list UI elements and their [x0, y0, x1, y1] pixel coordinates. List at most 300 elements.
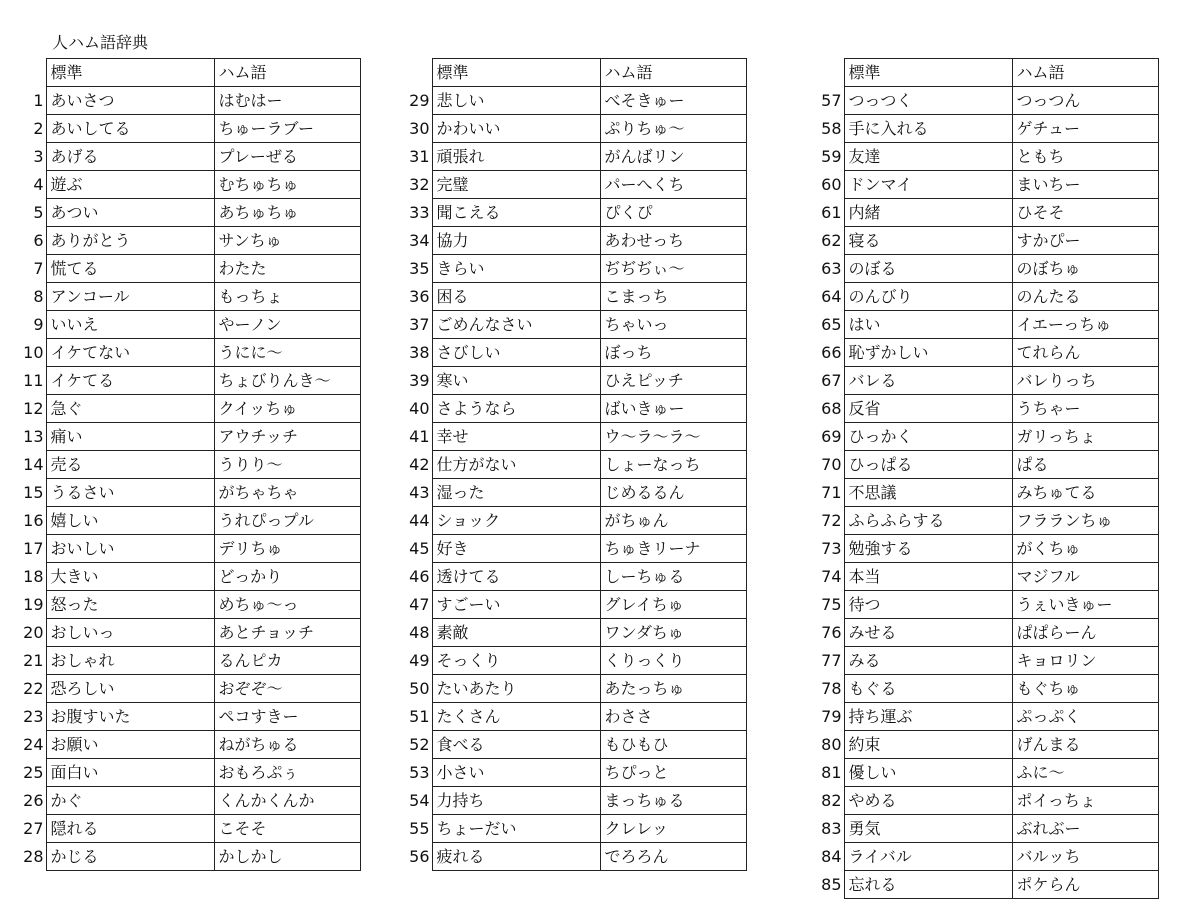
- table-row: [804, 367, 1158, 395]
- table-row: [404, 311, 746, 339]
- standard-word: 寝る: [844, 227, 1012, 255]
- dictionary-table-1: [18, 58, 361, 871]
- table-row: [18, 591, 360, 619]
- ham-word: プレーぜる: [214, 143, 360, 171]
- standard-word: あいさつ: [46, 87, 214, 115]
- standard-word: すごーい: [432, 591, 600, 619]
- row-number: 28: [23, 847, 44, 866]
- table-row: [804, 227, 1158, 255]
- ham-word: ぷっぷく: [1012, 703, 1158, 731]
- header-ham: ハム語: [1012, 59, 1158, 87]
- standard-word: ごめんなさい: [432, 311, 600, 339]
- standard-word: あいしてる: [46, 115, 214, 143]
- standard-word: 恐ろしい: [46, 675, 214, 703]
- row-number: 21: [23, 651, 44, 670]
- ham-word: がくちゅ: [1012, 535, 1158, 563]
- table-row: [804, 143, 1158, 171]
- table-row: [404, 143, 746, 171]
- ham-word: げんまる: [1012, 731, 1158, 759]
- standard-word: つっつく: [844, 87, 1012, 115]
- row-number: 41: [409, 427, 430, 446]
- standard-word: さようなら: [432, 395, 600, 423]
- ham-word: すかぴー: [1012, 227, 1158, 255]
- header-ham: ハム語: [600, 59, 746, 87]
- row-number: 71: [821, 483, 842, 502]
- table-row: [804, 619, 1158, 647]
- row-number: 33: [409, 203, 430, 222]
- row-number: 6: [33, 231, 44, 250]
- table-row: [18, 143, 360, 171]
- table-row: [18, 619, 360, 647]
- ham-word: ちぴっと: [600, 759, 746, 787]
- standard-word: ライバル: [844, 843, 1012, 871]
- row-number: 24: [23, 735, 44, 754]
- row-number: 81: [821, 763, 842, 782]
- row-number: 9: [33, 315, 44, 334]
- row-number: 83: [821, 819, 842, 838]
- table-row: [404, 703, 746, 731]
- ham-word: ちゅーラブー: [214, 115, 360, 143]
- row-number: 82: [821, 791, 842, 810]
- standard-word: 痛い: [46, 423, 214, 451]
- ham-word: くんかくんか: [214, 787, 360, 815]
- standard-word: かぐ: [46, 787, 214, 815]
- row-number: 45: [409, 539, 430, 558]
- standard-word: アンコール: [46, 283, 214, 311]
- standard-word: あつい: [46, 199, 214, 227]
- row-number: 79: [821, 707, 842, 726]
- ham-word: ゲチュー: [1012, 115, 1158, 143]
- standard-word: 不思議: [844, 479, 1012, 507]
- table-row: [404, 395, 746, 423]
- standard-word: いいえ: [46, 311, 214, 339]
- row-number: 30: [409, 119, 430, 138]
- table-row: [18, 787, 360, 815]
- standard-word: 待つ: [844, 591, 1012, 619]
- ham-word: うちゃー: [1012, 395, 1158, 423]
- standard-word: ひっぱる: [844, 451, 1012, 479]
- table-row: [18, 115, 360, 143]
- table-row: [404, 199, 746, 227]
- row-number: 37: [409, 315, 430, 334]
- row-number: 40: [409, 399, 430, 418]
- standard-word: 優しい: [844, 759, 1012, 787]
- ham-word: ぷりちゅ〜: [600, 115, 746, 143]
- ham-word: ちょびりんき〜: [214, 367, 360, 395]
- table-row: [804, 675, 1158, 703]
- ham-word: めちゅ〜っ: [214, 591, 360, 619]
- ham-word: わたた: [214, 255, 360, 283]
- ham-word: ともち: [1012, 143, 1158, 171]
- row-number: 85: [821, 875, 842, 894]
- table-row: [18, 731, 360, 759]
- standard-word: イケてない: [46, 339, 214, 367]
- row-number: 54: [409, 791, 430, 810]
- row-number: 19: [23, 595, 44, 614]
- table-row: [18, 367, 360, 395]
- standard-word: お願い: [46, 731, 214, 759]
- header-number-spacer: [404, 59, 432, 87]
- row-number: 15: [23, 483, 44, 502]
- standard-word: のんびり: [844, 283, 1012, 311]
- ham-word: こそそ: [214, 815, 360, 843]
- row-number: 44: [409, 511, 430, 530]
- standard-word: 遊ぶ: [46, 171, 214, 199]
- ham-word: はむはー: [214, 87, 360, 115]
- row-number: 68: [821, 399, 842, 418]
- row-number: 14: [23, 455, 44, 474]
- table-row: [18, 283, 360, 311]
- dictionary-table-2: [404, 58, 747, 871]
- table-row: [804, 843, 1158, 871]
- row-number: 39: [409, 371, 430, 390]
- table-row: [804, 703, 1158, 731]
- table-row: [804, 535, 1158, 563]
- standard-word: もぐる: [844, 675, 1012, 703]
- ham-word: もっちょ: [214, 283, 360, 311]
- ham-word: バルッち: [1012, 843, 1158, 871]
- ham-word: みちゅてる: [1012, 479, 1158, 507]
- row-number: 77: [821, 651, 842, 670]
- row-number: 4: [33, 175, 44, 194]
- ham-word: のんたる: [1012, 283, 1158, 311]
- standard-word: 勉強する: [844, 535, 1012, 563]
- row-number: 69: [821, 427, 842, 446]
- header-standard: 標準: [432, 59, 600, 87]
- standard-word: 友達: [844, 143, 1012, 171]
- row-number: 11: [23, 371, 44, 390]
- standard-word: ふらふらする: [844, 507, 1012, 535]
- ham-word: ぴくぴ: [600, 199, 746, 227]
- ham-word: がちゅん: [600, 507, 746, 535]
- ham-word: うにに〜: [214, 339, 360, 367]
- table-row: [804, 451, 1158, 479]
- standard-word: 怒った: [46, 591, 214, 619]
- row-number: 13: [23, 427, 44, 446]
- standard-word: 疲れる: [432, 843, 600, 871]
- standard-word: おいしい: [46, 535, 214, 563]
- standard-word: あげる: [46, 143, 214, 171]
- ham-word: ひえピッチ: [600, 367, 746, 395]
- ham-word: キョロリン: [1012, 647, 1158, 675]
- table-row: [18, 703, 360, 731]
- row-number: 46: [409, 567, 430, 586]
- standard-word: 湿った: [432, 479, 600, 507]
- table-row: [404, 535, 746, 563]
- table-row: [18, 815, 360, 843]
- standard-word: 透けてる: [432, 563, 600, 591]
- row-number: 3: [33, 147, 44, 166]
- row-number: 48: [409, 623, 430, 642]
- ham-word: どっかり: [214, 563, 360, 591]
- standard-word: 力持ち: [432, 787, 600, 815]
- table-row: [804, 647, 1158, 675]
- table-row: [404, 451, 746, 479]
- table-row: [804, 339, 1158, 367]
- standard-word: 仕方がない: [432, 451, 600, 479]
- table-row: [804, 759, 1158, 787]
- row-number: 10: [23, 343, 44, 362]
- row-number: 42: [409, 455, 430, 474]
- table-row: [18, 675, 360, 703]
- row-number: 2: [33, 119, 44, 138]
- row-number: 70: [821, 455, 842, 474]
- standard-word: たいあたり: [432, 675, 600, 703]
- table-row: [404, 619, 746, 647]
- ham-word: ガリっちょ: [1012, 423, 1158, 451]
- row-number: 32: [409, 175, 430, 194]
- standard-word: 食べる: [432, 731, 600, 759]
- row-number: 78: [821, 679, 842, 698]
- row-number: 55: [409, 819, 430, 838]
- row-number: 35: [409, 259, 430, 278]
- table-row: [18, 339, 360, 367]
- row-number: 34: [409, 231, 430, 250]
- table-row: [804, 311, 1158, 339]
- table-row: [404, 227, 746, 255]
- ham-word: ぶれぶー: [1012, 815, 1158, 843]
- row-number: 47: [409, 595, 430, 614]
- table-row: [804, 87, 1158, 115]
- table-header-row: [18, 59, 360, 87]
- table-row: [404, 675, 746, 703]
- ham-word: サンちゅ: [214, 227, 360, 255]
- table-row: [804, 871, 1158, 899]
- ham-word: ぼっち: [600, 339, 746, 367]
- row-number: 62: [821, 231, 842, 250]
- ham-word: かしかし: [214, 843, 360, 871]
- ham-word: パーへくち: [600, 171, 746, 199]
- ham-word: べそきゅー: [600, 87, 746, 115]
- standard-word: かじる: [46, 843, 214, 871]
- standard-word: きらい: [432, 255, 600, 283]
- row-number: 43: [409, 483, 430, 502]
- table-row: [18, 479, 360, 507]
- table-row: [404, 283, 746, 311]
- standard-word: 本当: [844, 563, 1012, 591]
- row-number: 84: [821, 847, 842, 866]
- row-number: 23: [23, 707, 44, 726]
- standard-word: 嬉しい: [46, 507, 214, 535]
- dictionary-title: 人ハム語辞典: [52, 33, 149, 52]
- row-number: 1: [33, 91, 44, 110]
- table-row: [404, 367, 746, 395]
- row-number: 29: [409, 91, 430, 110]
- table-header-row: [804, 59, 1158, 87]
- ham-word: ぱぱらーん: [1012, 619, 1158, 647]
- standard-word: バレる: [844, 367, 1012, 395]
- ham-word: ウ〜ラ〜ラ〜: [600, 423, 746, 451]
- ham-word: こまっち: [600, 283, 746, 311]
- standard-word: 協力: [432, 227, 600, 255]
- ham-word: あちゅちゅ: [214, 199, 360, 227]
- header-standard: 標準: [46, 59, 214, 87]
- row-number: 26: [23, 791, 44, 810]
- standard-word: 完璧: [432, 171, 600, 199]
- table-row: [804, 395, 1158, 423]
- table-row: [804, 591, 1158, 619]
- standard-word: 慌てる: [46, 255, 214, 283]
- ham-word: ぱる: [1012, 451, 1158, 479]
- standard-word: 勇気: [844, 815, 1012, 843]
- table-row: [804, 507, 1158, 535]
- ham-word: まっちゅる: [600, 787, 746, 815]
- standard-word: 約束: [844, 731, 1012, 759]
- standard-word: 隠れる: [46, 815, 214, 843]
- table-row: [804, 171, 1158, 199]
- row-number: 73: [821, 539, 842, 558]
- table-row: [404, 255, 746, 283]
- ham-word: グレイちゅ: [600, 591, 746, 619]
- row-number: 22: [23, 679, 44, 698]
- standard-word: はい: [844, 311, 1012, 339]
- standard-word: 忘れる: [844, 871, 1012, 899]
- standard-word: 困る: [432, 283, 600, 311]
- table-header-row: [404, 59, 746, 87]
- table-row: [804, 423, 1158, 451]
- ham-word: ひそそ: [1012, 199, 1158, 227]
- ham-word: やーノン: [214, 311, 360, 339]
- ham-word: あわせっち: [600, 227, 746, 255]
- table-row: [804, 255, 1158, 283]
- row-number: 38: [409, 343, 430, 362]
- table-row: [404, 115, 746, 143]
- standard-word: 手に入れる: [844, 115, 1012, 143]
- ham-word: デリちゅ: [214, 535, 360, 563]
- standard-word: やめる: [844, 787, 1012, 815]
- row-number: 7: [33, 259, 44, 278]
- standard-word: おしゃれ: [46, 647, 214, 675]
- table-row: [804, 283, 1158, 311]
- ham-word: バレりっち: [1012, 367, 1158, 395]
- ham-word: ワンダちゅ: [600, 619, 746, 647]
- table-row: [18, 759, 360, 787]
- row-number: 56: [409, 847, 430, 866]
- table-row: [18, 423, 360, 451]
- standard-word: そっくり: [432, 647, 600, 675]
- ham-word: がんばリン: [600, 143, 746, 171]
- standard-word: ちょーだい: [432, 815, 600, 843]
- table-row: [804, 787, 1158, 815]
- table-row: [404, 87, 746, 115]
- standard-word: 小さい: [432, 759, 600, 787]
- standard-word: 悲しい: [432, 87, 600, 115]
- ham-word: ちゃいっ: [600, 311, 746, 339]
- ham-word: しーちゅる: [600, 563, 746, 591]
- row-number: 16: [23, 511, 44, 530]
- row-number: 25: [23, 763, 44, 782]
- standard-word: ドンマイ: [844, 171, 1012, 199]
- row-number: 17: [23, 539, 44, 558]
- table-row: [404, 563, 746, 591]
- standard-word: 持ち運ぶ: [844, 703, 1012, 731]
- standard-word: ありがとう: [46, 227, 214, 255]
- standard-word: みせる: [844, 619, 1012, 647]
- table-row: [18, 535, 360, 563]
- row-number: 52: [409, 735, 430, 754]
- standard-word: うるさい: [46, 479, 214, 507]
- ham-word: もぐちゅ: [1012, 675, 1158, 703]
- table-row: [18, 563, 360, 591]
- row-number: 57: [821, 91, 842, 110]
- ham-word: クイッちゅ: [214, 395, 360, 423]
- ham-word: クレレッ: [600, 815, 746, 843]
- standard-word: ショック: [432, 507, 600, 535]
- ham-word: じめるるん: [600, 479, 746, 507]
- row-number: 80: [821, 735, 842, 754]
- row-number: 64: [821, 287, 842, 306]
- standard-word: 幸せ: [432, 423, 600, 451]
- standard-word: 急ぐ: [46, 395, 214, 423]
- ham-word: ポイっちょ: [1012, 787, 1158, 815]
- row-number: 72: [821, 511, 842, 530]
- standard-word: のぼる: [844, 255, 1012, 283]
- ham-word: あとチョッチ: [214, 619, 360, 647]
- table-row: [18, 171, 360, 199]
- ham-word: ふに〜: [1012, 759, 1158, 787]
- ham-word: うりり〜: [214, 451, 360, 479]
- row-number: 20: [23, 623, 44, 642]
- standard-word: 面白い: [46, 759, 214, 787]
- ham-word: くりっくり: [600, 647, 746, 675]
- ham-word: まいちー: [1012, 171, 1158, 199]
- header-ham: ハム語: [214, 59, 360, 87]
- row-number: 8: [33, 287, 44, 306]
- ham-word: あたっちゅ: [600, 675, 746, 703]
- row-number: 60: [821, 175, 842, 194]
- standard-word: 頑張れ: [432, 143, 600, 171]
- ham-word: てれらん: [1012, 339, 1158, 367]
- standard-word: お腹すいた: [46, 703, 214, 731]
- table-row: [804, 115, 1158, 143]
- ham-word: もひもひ: [600, 731, 746, 759]
- ham-word: うぇいきゅー: [1012, 591, 1158, 619]
- row-number: 74: [821, 567, 842, 586]
- table-row: [404, 507, 746, 535]
- table-row: [804, 815, 1158, 843]
- row-number: 51: [409, 707, 430, 726]
- row-number: 5: [33, 203, 44, 222]
- header-number-spacer: [18, 59, 46, 87]
- ham-word: アウチッチ: [214, 423, 360, 451]
- header-number-spacer: [804, 59, 844, 87]
- ham-word: イエーっちゅ: [1012, 311, 1158, 339]
- ham-word: がちゃちゃ: [214, 479, 360, 507]
- row-number: 53: [409, 763, 430, 782]
- table-row: [804, 563, 1158, 591]
- standard-word: 好き: [432, 535, 600, 563]
- ham-word: ちゅきリーナ: [600, 535, 746, 563]
- row-number: 76: [821, 623, 842, 642]
- ham-word: マジフル: [1012, 563, 1158, 591]
- row-number: 27: [23, 819, 44, 838]
- standard-word: 反省: [844, 395, 1012, 423]
- standard-word: 聞こえる: [432, 199, 600, 227]
- ham-word: つっつん: [1012, 87, 1158, 115]
- ham-word: おもろぷぅ: [214, 759, 360, 787]
- header-standard: 標準: [844, 59, 1012, 87]
- standard-word: 売る: [46, 451, 214, 479]
- ham-word: うれぴっプル: [214, 507, 360, 535]
- standard-word: イケてる: [46, 367, 214, 395]
- table-row: [404, 591, 746, 619]
- ham-word: おぞぞ〜: [214, 675, 360, 703]
- row-number: 12: [23, 399, 44, 418]
- table-row: [18, 507, 360, 535]
- table-row: [18, 843, 360, 871]
- table-row: [404, 479, 746, 507]
- row-number: 49: [409, 651, 430, 670]
